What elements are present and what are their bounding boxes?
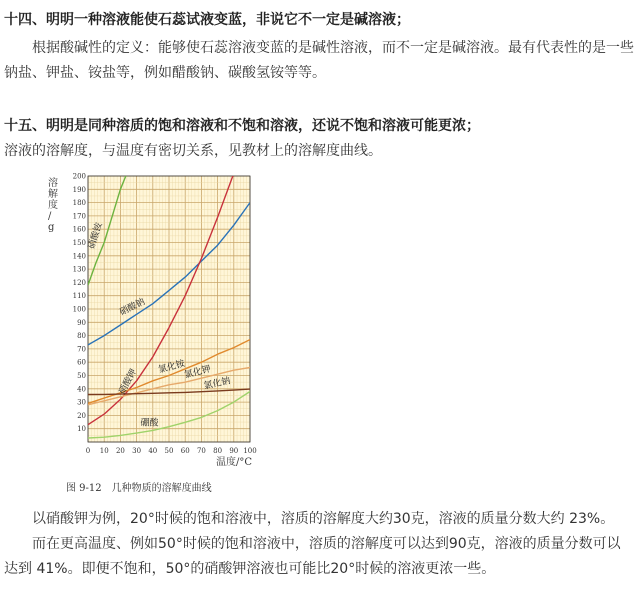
y-tick-label: 80 (77, 332, 86, 341)
section-14-body (4, 36, 634, 86)
y-axis-label-char: 溶 (48, 178, 58, 189)
section-15-explanation (4, 507, 634, 582)
y-tick-label: 50 (77, 372, 86, 380)
x-tick-label: 30 (132, 447, 142, 455)
y-tick-label: 130 (72, 265, 86, 274)
series-label: 硝酸钠 (118, 297, 147, 318)
y-axis-label (48, 176, 58, 233)
section-15-paragraph-2: 而在更高温度、例如50°时候的饱和溶液中，溶质的溶解度可以达到90克，溶液的质量分数可以达到 41%。即便不饱和，50°的硝酸钾溶液也可能比20°时候的溶液更浓一些。 (4, 536, 621, 577)
y-tick-label: 10 (77, 425, 86, 434)
y-tick-label: 190 (72, 185, 86, 194)
section-15-paragraph-1: 以硝酸钾为例，20°时候的饱和溶液中，溶质的溶解度大约30克，溶液的质量分数大约 23%。 (32, 511, 615, 527)
x-tick-label: 0 (85, 447, 91, 455)
x-tick-label: 100 (243, 447, 257, 455)
y-tick-label: 200 (72, 172, 86, 181)
x-tick-label: 90 (229, 447, 239, 455)
section-15-intro (4, 139, 634, 164)
y-axis-label-char: 解 (48, 189, 58, 200)
x-tick-label: 20 (115, 447, 125, 455)
y-tick-label: 120 (72, 278, 86, 287)
section-15-heading: 十五、明明是同种溶质的饱和溶液和不饱和溶液，还说不饱和溶液可能更浓； (4, 118, 480, 134)
series-label: 硝酸钾 (117, 367, 140, 397)
x-tick-label: 60 (180, 447, 190, 455)
y-axis-label-char: / (48, 211, 52, 222)
section-15-intro-text: 溶液的溶解度，与温度有密切关系，见教材上的溶解度曲线。 (4, 143, 382, 159)
series-label: 氯化钾 (183, 364, 212, 381)
y-tick-label: 70 (77, 345, 86, 354)
section-14-paragraph: 根据酸碱性的定义：能够使石蕊溶液变蓝的是碱性溶液，而不一定是碱溶液。最有代表性的是一些钠盐、钾盐、铵盐等，例如醋酸钠、碳酸氢铵等等。 (4, 40, 634, 81)
x-tick-label: 50 (164, 447, 174, 455)
solubility-chart (44, 172, 274, 502)
y-axis-label-char: 度 (48, 200, 58, 211)
y-tick-label: 20 (77, 411, 86, 420)
y-tick-label: 90 (77, 318, 86, 327)
y-tick-label: 140 (72, 252, 86, 261)
y-axis-label-char: g (48, 222, 55, 233)
series-label: 硝酸铵 (86, 221, 105, 251)
series-label: 氯化铵 (157, 358, 187, 376)
y-tick-label: 180 (72, 199, 86, 208)
y-tick-label: 40 (77, 385, 86, 394)
x-tick-label: 70 (196, 447, 206, 455)
series-label: 氯化钠 (202, 376, 232, 392)
y-tick-label: 100 (72, 305, 86, 314)
y-tick-label: 160 (72, 225, 86, 234)
figure-caption: 图 9-12 几种物质的溶解度曲线 (66, 483, 212, 494)
y-tick-label: 60 (77, 358, 86, 367)
series-label: 硼酸 (140, 418, 159, 429)
x-tick-label: 10 (99, 447, 109, 455)
section-14-heading: 十四、明明一种溶液能使石蕊试液变蓝，非说它不一定是碱溶液； (4, 12, 410, 28)
x-axis-label: 温度/°C (216, 457, 253, 468)
x-tick-label: 40 (148, 447, 158, 455)
solubility-figure (44, 172, 274, 502)
y-tick-label: 170 (72, 212, 86, 221)
y-tick-label: 30 (77, 398, 86, 407)
y-tick-label: 110 (72, 292, 86, 301)
x-tick-label: 80 (213, 447, 223, 455)
y-tick-label: 150 (72, 239, 86, 247)
